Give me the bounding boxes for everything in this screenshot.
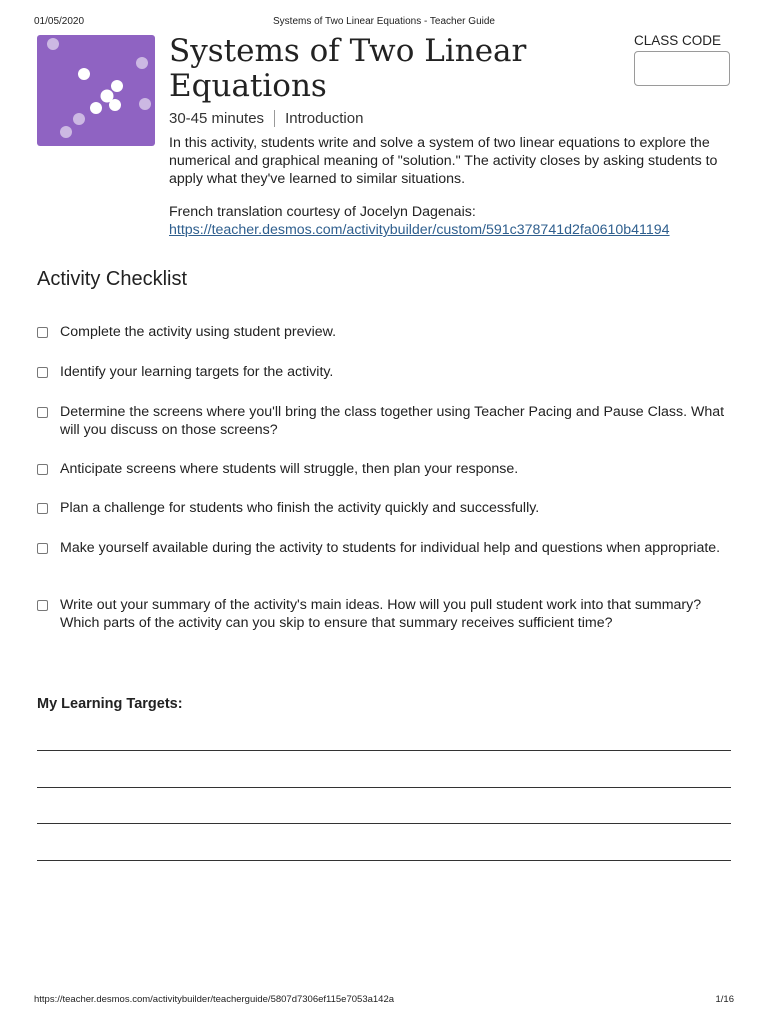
writing-line <box>37 750 731 751</box>
checkbox[interactable] <box>37 327 48 338</box>
checklist-item-text: Identify your learning targets for the activity. <box>60 364 334 380</box>
checklist-item-text: Anticipate screens where students will struggle, then plan your response. <box>60 461 519 477</box>
writing-line <box>37 860 731 861</box>
class-code-label: CLASS CODE <box>634 33 722 48</box>
checklist-item <box>37 404 727 461</box>
dots-pattern-icon <box>37 35 155 146</box>
writing-line <box>37 787 731 788</box>
checkbox[interactable] <box>37 600 48 611</box>
checklist-item-text: Complete the activity using student preview. <box>60 324 337 340</box>
print-header <box>0 16 768 30</box>
activity-description-block <box>169 134 734 239</box>
print-date: 01/05/2020 <box>34 16 85 27</box>
checklist-item <box>37 597 727 632</box>
checklist-item-text: Plan a challenge for students who finish the activity quickly and successfully. <box>60 500 540 516</box>
checklist-item <box>37 540 727 597</box>
print-doc-title: Systems of Two Linear Equations - Teacher Guide <box>273 16 495 27</box>
checklist-item <box>37 500 727 540</box>
class-code-box <box>634 51 730 86</box>
checklist-item <box>37 364 727 404</box>
meta-divider <box>274 110 275 127</box>
checklist-title: Activity Checklist <box>37 268 188 290</box>
checkbox[interactable] <box>37 503 48 514</box>
activity-checklist <box>37 324 727 632</box>
activity-title: Systems of Two Linear Equations <box>169 33 527 104</box>
learning-targets-label: My Learning Targets: <box>37 696 183 712</box>
checklist-item-text: Make yourself available during the activity to students for individual help and questions when appropriate. <box>60 540 721 556</box>
translation-note-block <box>169 203 734 239</box>
activity-duration: 30-45 minutes <box>169 110 265 127</box>
activity-meta <box>169 110 363 127</box>
checklist-item <box>37 461 727 500</box>
checklist-item <box>37 324 727 364</box>
checkbox[interactable] <box>37 543 48 554</box>
page-number: 1/16 <box>715 994 734 1005</box>
checkbox[interactable] <box>37 367 48 378</box>
activity-description: In this activity, students write and solve a system of two linear equations to explore the numerical and graphical meaning of "solution." The activity closes by asking students to apply what they've learned to similar situations. <box>169 135 718 187</box>
checklist-item-text: Determine the screens where you'll bring the class together using Teacher Pacing and Pause Class. What will you discuss on those screens? <box>60 404 725 438</box>
activity-category: Introduction <box>285 110 364 127</box>
print-url: https://teacher.desmos.com/activitybuilder/teacherguide/5807d7306ef115e7053a142a <box>34 994 395 1005</box>
checkbox[interactable] <box>37 464 48 475</box>
translation-link[interactable]: https://teacher.desmos.com/activitybuilder/custom/591c378741d2fa0610b41194 <box>169 222 670 238</box>
writing-line <box>37 823 731 824</box>
activity-thumbnail <box>37 35 155 146</box>
translation-note: French translation courtesy of Jocelyn Dagenais: <box>169 204 476 220</box>
checkbox[interactable] <box>37 407 48 418</box>
checklist-item-text: Write out your summary of the activity's main ideas. How will you pull student work into that summary? Which parts of the activity can you skip to ensure that summary receives sufficient time? <box>60 597 702 631</box>
